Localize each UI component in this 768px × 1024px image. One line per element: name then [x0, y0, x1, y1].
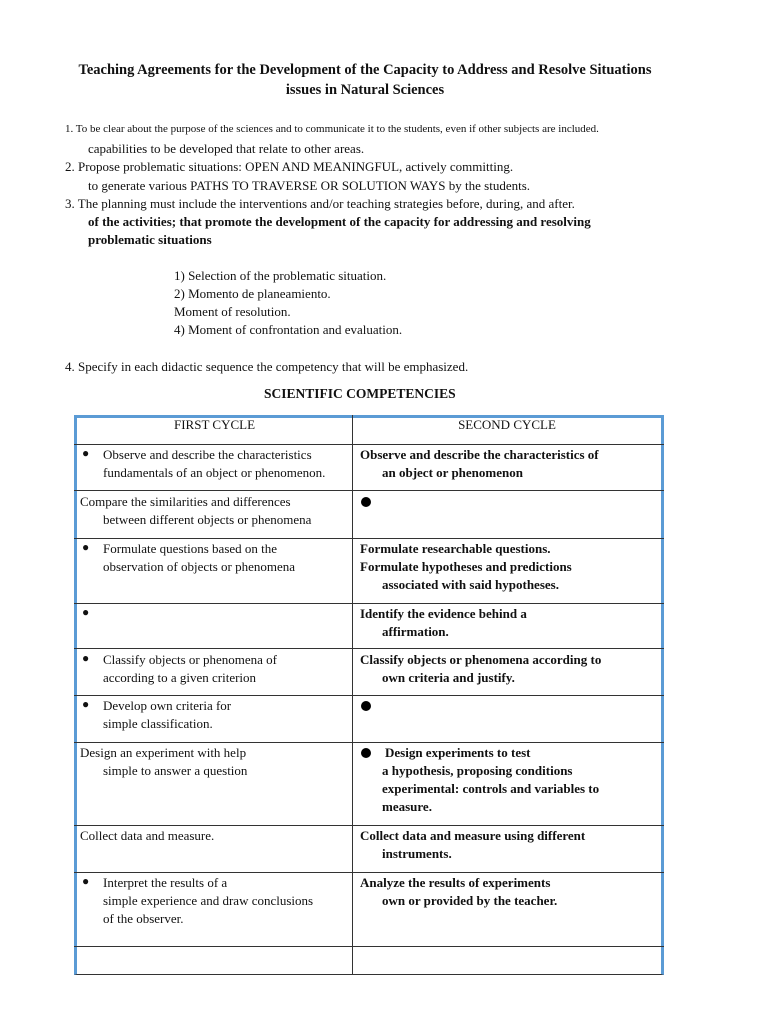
row8-first-line1: Collect data and measure. — [80, 828, 215, 843]
row-divider — [74, 648, 664, 649]
row3-first-line1: Formulate questions based on the — [103, 541, 278, 556]
row2-first-line1: Compare the similarities and differences — [80, 494, 291, 509]
bullet-icon: ● — [82, 651, 90, 665]
row8-second-line2: instruments. — [382, 846, 452, 861]
row1-first-line1: Observe and describe the characteristics — [103, 447, 312, 462]
row9-first-line3: of the observer. — [103, 911, 184, 926]
item-4: 4. Specify in each didactic sequence the competency that will be emphasized. — [65, 359, 469, 374]
bullet-icon — [361, 701, 371, 711]
row7-second-line4: measure. — [382, 799, 432, 814]
row9-first-line1: Interpret the results of a — [103, 875, 228, 890]
row-divider — [74, 444, 664, 445]
row3-second-line3: associated with said hypotheses. — [382, 577, 559, 592]
row3-second-line1: Formulate researchable questions. — [360, 541, 551, 556]
item-2-line-1: 2. Propose problematic situations: OPEN AND MEANINGFUL, actively committing. — [65, 159, 514, 174]
row9-first-line2: simple experience and draw conclusions — [103, 893, 314, 908]
item-1-line-1: 1. To be clear about the purpose of the sciences and to communicate it to the students, even if other subjects are included. — [65, 123, 599, 135]
section-heading: SCIENTIFIC COMPETENCIES — [264, 386, 456, 401]
row-divider — [74, 742, 664, 743]
item-3-line-2: of the activities; that promote the development of the capacity for addressing and resolving — [88, 214, 591, 229]
item-3-line-3: problematic situations — [88, 232, 212, 247]
sub-step-1: 1) Selection of the problematic situation. — [174, 268, 387, 283]
document-title-line-2: issues in Natural Sciences — [285, 82, 445, 98]
row-divider — [74, 603, 664, 604]
bullet-icon — [361, 748, 371, 758]
bullet-icon: ● — [82, 697, 90, 711]
row3-second-line2: Formulate hypotheses and predictions — [360, 559, 572, 574]
row3-first-line2: observation of objects or phenomena — [103, 559, 296, 574]
bullet-icon: ● — [82, 446, 90, 460]
row5-first-line2: according to a given criterion — [103, 670, 257, 685]
sub-step-4: 4) Moment of confrontation and evaluation. — [174, 322, 403, 337]
row7-second-line1: Design experiments to test — [385, 745, 531, 760]
row1-first-line2: fundamentals of an object or phenomenon. — [103, 465, 326, 480]
row6-first-line1: Develop own criteria for — [103, 698, 232, 713]
row5-second-line2: own criteria and justify. — [382, 670, 515, 685]
row9-second-line1: Analyze the results of experiments — [360, 875, 551, 890]
sub-step-2: 2) Momento de planeamiento. — [174, 286, 331, 301]
item-1-line-2: capabilities to be developed that relate to other areas. — [88, 141, 365, 156]
row1-second-line1: Observe and describe the characteristics of — [360, 447, 599, 462]
row8-second-line1: Collect data and measure using different — [360, 828, 586, 843]
row-divider — [74, 825, 664, 826]
row-divider — [74, 490, 664, 491]
header-first-cycle: FIRST CYCLE — [173, 417, 256, 432]
row2-first-line2: between different objects or phenomena — [103, 512, 312, 527]
row9-second-line2: own or provided by the teacher. — [382, 893, 558, 908]
row4-second-line2: affirmation. — [382, 624, 449, 639]
item-2-line-2: to generate various PATHS TO TRAVERSE OR SOLUTION WAYS by the students. — [88, 178, 531, 193]
bullet-icon — [361, 497, 371, 507]
bullet-icon: ● — [82, 605, 90, 619]
row-divider — [74, 695, 664, 696]
row7-first-line2: simple to answer a question — [103, 763, 248, 778]
row7-second-line3: experimental: controls and variables to — [382, 781, 600, 796]
bullet-icon: ● — [82, 874, 90, 888]
row-divider — [74, 872, 664, 873]
row5-first-line1: Classify objects or phenomena of — [103, 652, 278, 667]
header-second-cycle: SECOND CYCLE — [458, 417, 556, 432]
row6-first-line2: simple classification. — [103, 716, 213, 731]
sub-step-3: Moment of resolution. — [174, 304, 291, 319]
row-divider — [74, 538, 664, 539]
row4-second-line1: Identify the evidence behind a — [360, 606, 527, 621]
row7-first-line1: Design an experiment with help — [80, 745, 247, 760]
row1-second-line2: an object or phenomenon — [382, 465, 523, 480]
bullet-icon: ● — [82, 540, 90, 554]
document-title-line-1: Teaching Agreements for the Development of the Capacity to Address and Resolve Situations — [78, 62, 652, 78]
item-3-line-1: 3. The planning must include the interventions and/or teaching strategies before, during, and after. — [65, 196, 575, 211]
row7-second-line2: a hypothesis, proposing conditions — [382, 763, 573, 778]
row5-second-line1: Classify objects or phenomena according to — [360, 652, 602, 667]
row-divider — [74, 946, 664, 947]
